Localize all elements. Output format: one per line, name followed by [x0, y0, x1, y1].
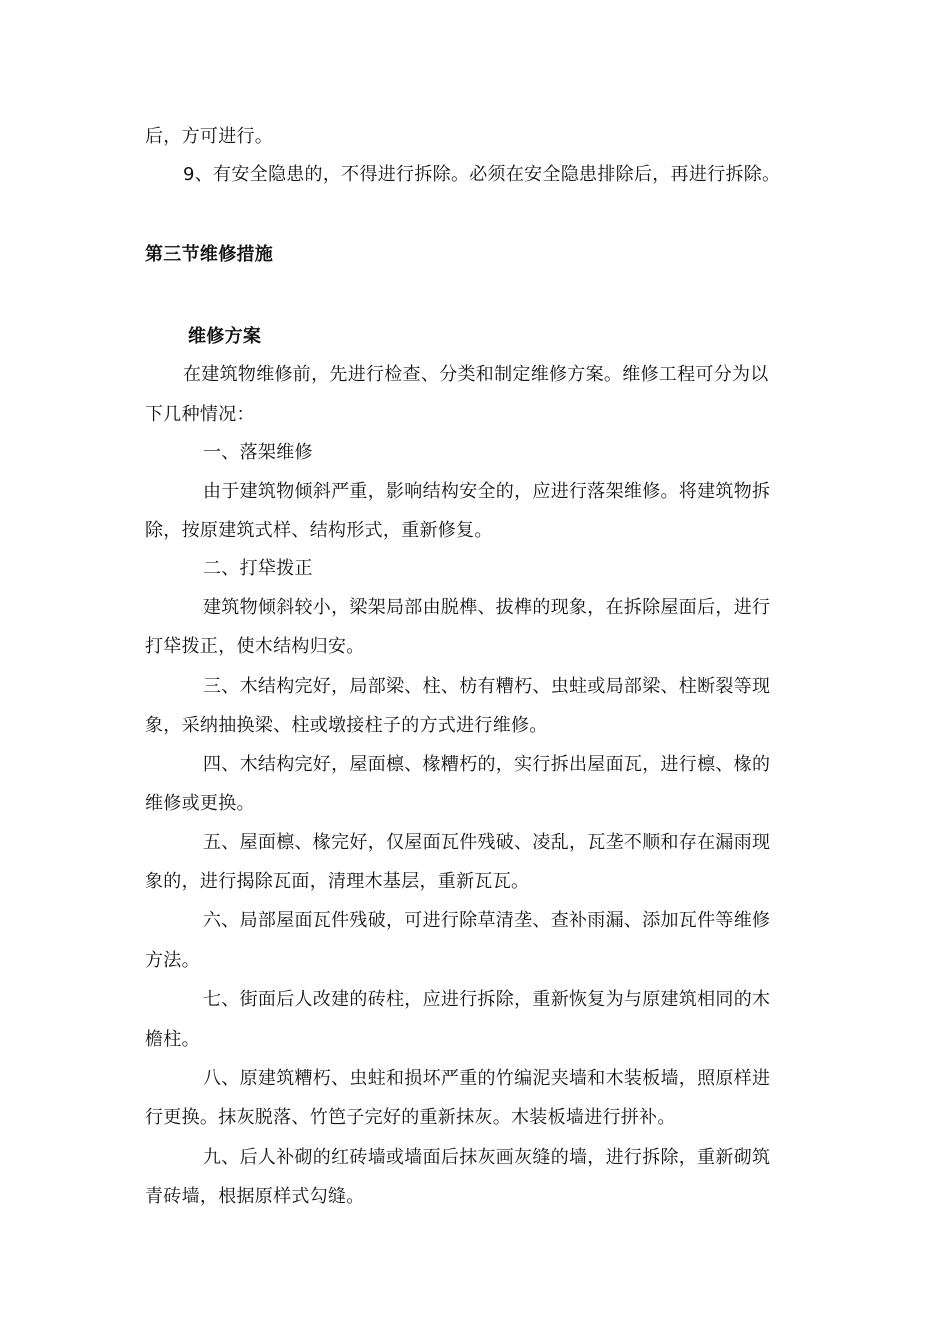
- item5-line-1: 五、屋面檩、椽完好，仅屋面瓦件残破、凌乱，瓦垄不顺和存在漏雨现: [203, 832, 771, 853]
- item4-line-2: 维修或更换。: [145, 793, 255, 814]
- item3-line-1: 三、木结构完好，局部梁、柱、枋有糟朽、虫蛀或局部梁、柱断裂等现: [203, 676, 771, 697]
- section-title: 第三节维修措施: [145, 244, 274, 265]
- item2-heading: 二、打牮拨正: [203, 558, 313, 579]
- item7-line-1: 七、街面后人改建的砖柱，应进行拆除，重新恢复为与原建筑相同的木: [203, 989, 771, 1010]
- item1-line-2: 除，按原建筑式样、结构形式，重新修复。: [145, 520, 493, 541]
- item8-line-2: 行更换。抹灰脱落、竹笆子完好的重新抹灰。木装板墙进行拼补。: [145, 1107, 676, 1128]
- item9-line-2: 青砖墙，根据原样式勾缝。: [145, 1186, 365, 1207]
- item1-heading: 一、落架维修: [203, 442, 313, 463]
- item9-line-1: 九、后人补砌的红砖墙或墙面后抹灰画灰缝的墙，进行拆除，重新砌筑: [203, 1147, 771, 1168]
- item3-line-2: 象，采纳抽换梁、柱或墩接柱子的方式进行维修。: [145, 715, 548, 736]
- item6-line-2: 方法。: [145, 950, 200, 971]
- item2-line-2: 打牮拨正，使木结构归安。: [145, 636, 365, 657]
- intro-line-2: 9、有安全隐患的，不得进行拆除。必须在安全隐患排除后，再进行拆除。: [183, 164, 781, 185]
- intro-line-1: 后，方可进行。: [145, 126, 274, 147]
- item4-line-1: 四、木结构完好，屋面檩、椽糟朽的，实行拆出屋面瓦，进行檩、椽的: [203, 754, 771, 775]
- item8-line-1: 八、原建筑糟朽、虫蛀和损坏严重的竹编泥夹墙和木装板墙，照原样进: [203, 1068, 771, 1089]
- para-intro-line-1: 在建筑物维修前，先进行检查、分类和制定维修方案。维修工程可分为以: [183, 364, 769, 385]
- item1-line-1: 由于建筑物倾斜严重，影响结构安全的，应进行落架维修。将建筑物拆: [203, 481, 771, 502]
- item2-line-1: 建筑物倾斜较小，梁架局部由脱榫、拔榫的现象，在拆除屋面后，进行: [203, 597, 771, 618]
- item6-line-1: 六、局部屋面瓦件残破，可进行除草清垄、查补雨漏、添加瓦件等维修: [203, 910, 771, 931]
- para-intro-line-2: 下几种情况：: [145, 404, 255, 425]
- subsection-title: 维修方案: [188, 326, 262, 347]
- item5-line-2: 象的，进行揭除瓦面，清理木基层，重新瓦瓦。: [145, 871, 530, 892]
- item7-line-2: 檐柱。: [145, 1029, 200, 1050]
